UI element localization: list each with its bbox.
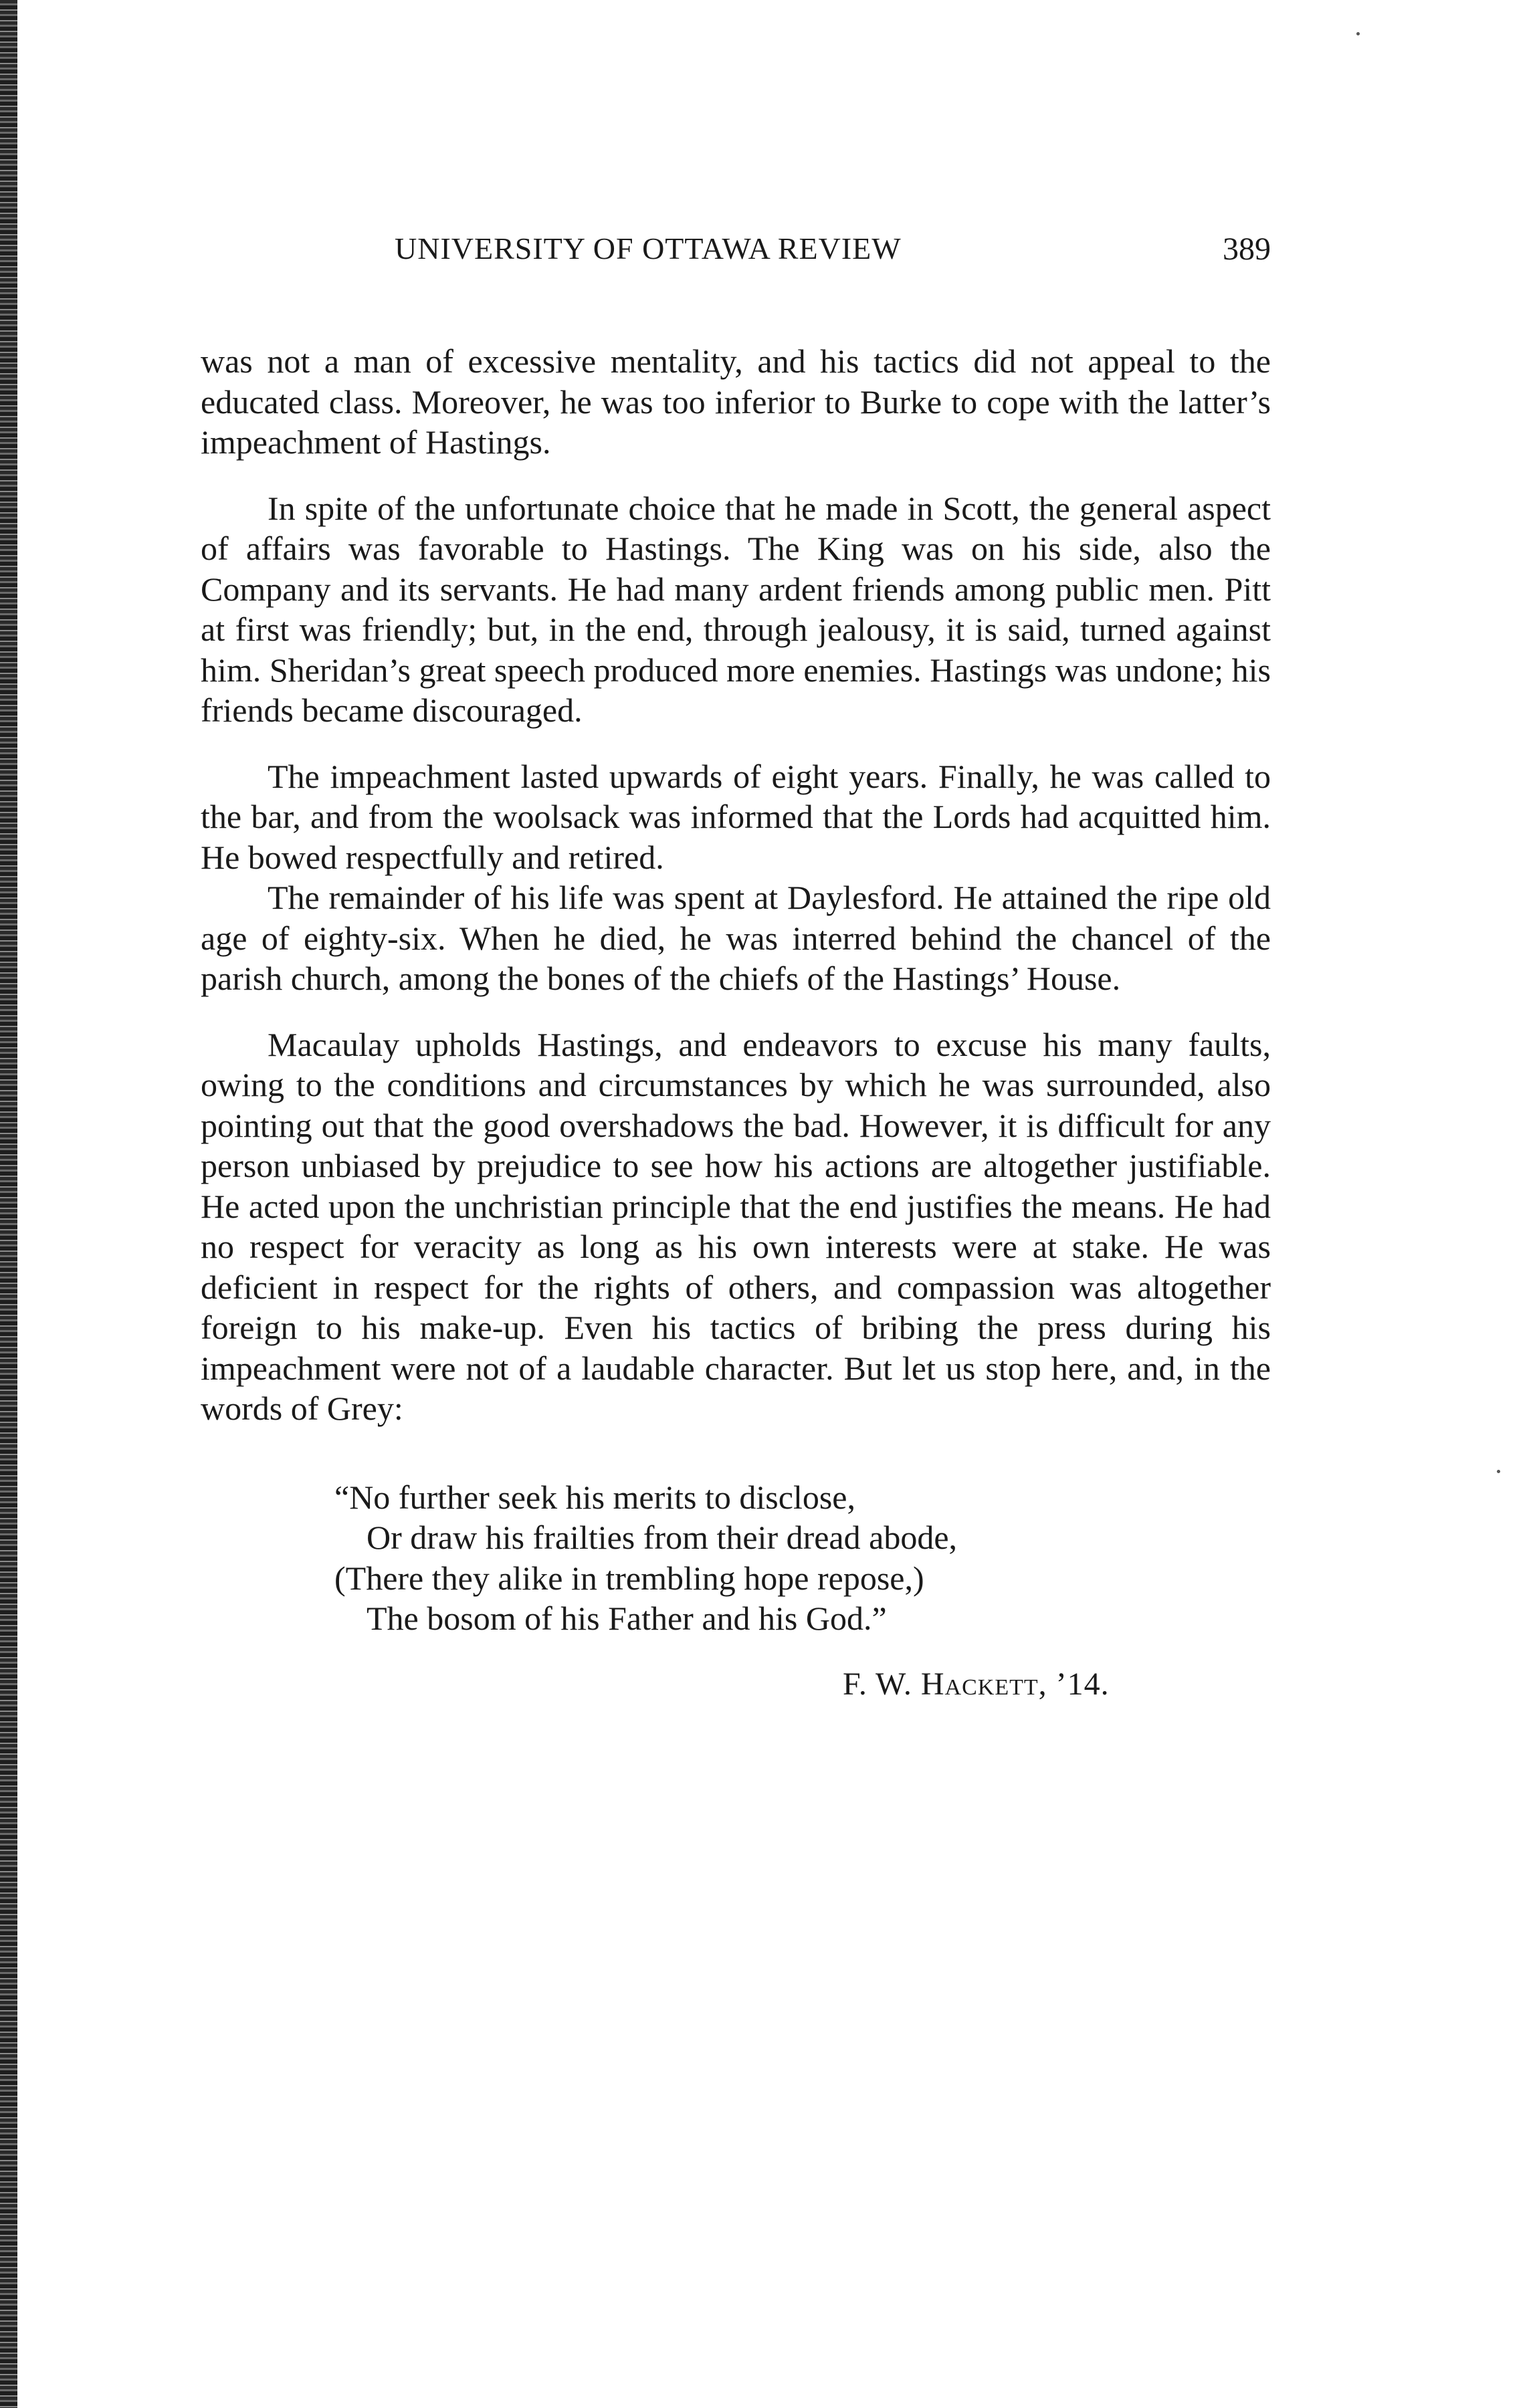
scan-speck bbox=[1497, 1470, 1500, 1473]
paragraph: In spite of the unfortunate choice that he made in Scott, the general aspect of affairs was favorable to Hastings. The King was on his side, also the Company and its servants. He had many ardent friends among public men. Pitt at first was friendly; but, in the end, through jealousy, it is said, turned against him. Sheridan’s great speech produced more enemies. Hastings was undone; his friends became discouraged. bbox=[201, 489, 1271, 729]
journal-title: UNIVERSITY OF OTTAWA REVIEW bbox=[395, 231, 902, 265]
page-binding-edge bbox=[0, 0, 17, 2408]
poem-line: The bosom of his Father and his God.” bbox=[367, 1600, 887, 1637]
document-page bbox=[201, 231, 1271, 1703]
scan-speck bbox=[1356, 32, 1360, 35]
paragraph: The remainder of his life was spent at Daylesford. He attained the ripe old age of eighty-six. When he died, he was interred behind the chancel of the parish church, among the bones of the chiefs of the Hastings’ House. bbox=[201, 879, 1271, 997]
paragraph: was not a man of excessive mentality, and his tactics did not appeal to the educated class. Moreover, he was too inferior to Burke to cope with the latter’s impeachment of Hastings. bbox=[201, 342, 1271, 461]
paragraph: The impeachment lasted upwards of eight years. Finally, he was called to the bar, and from the woolsack was informed that the Lords had acquitted him. He bowed respectfully and retired. bbox=[201, 757, 1271, 876]
poem-line: Or draw his frailties from their dread abode, bbox=[367, 1519, 958, 1556]
paragraph: Macaulay upholds Hastings, and endeavors to excuse his many faults, owing to the conditions and circumstances by which he was surrounded, also pointing out that the good overshadows the bad. However, it is difficult for any person unbiased by prejudice to see how his actions are altogether justifiable. He acted upon the unchristian principle that the end justifies the means. He had no respect for veracity as long as his own interests were at stake. He was deficient in respect for the rights of others, and compassion was altogether foreign to his make-up. Even his tactics of bribing the press during his impeachment were not of a laudable character. But let us stop here, and, in the words of Grey: bbox=[201, 1025, 1271, 1427]
poem-quotation bbox=[334, 1477, 1271, 1639]
author-signature: F. W. Hackett, ’14. bbox=[843, 1666, 1110, 1702]
page-number: 389 bbox=[1223, 231, 1271, 267]
article-body bbox=[201, 341, 1271, 1429]
poem-line: “No further seek his merits to disclose, bbox=[334, 1478, 855, 1516]
running-head bbox=[201, 231, 1271, 278]
poem-line: (There they alike in trembling hope repose,) bbox=[334, 1559, 924, 1597]
